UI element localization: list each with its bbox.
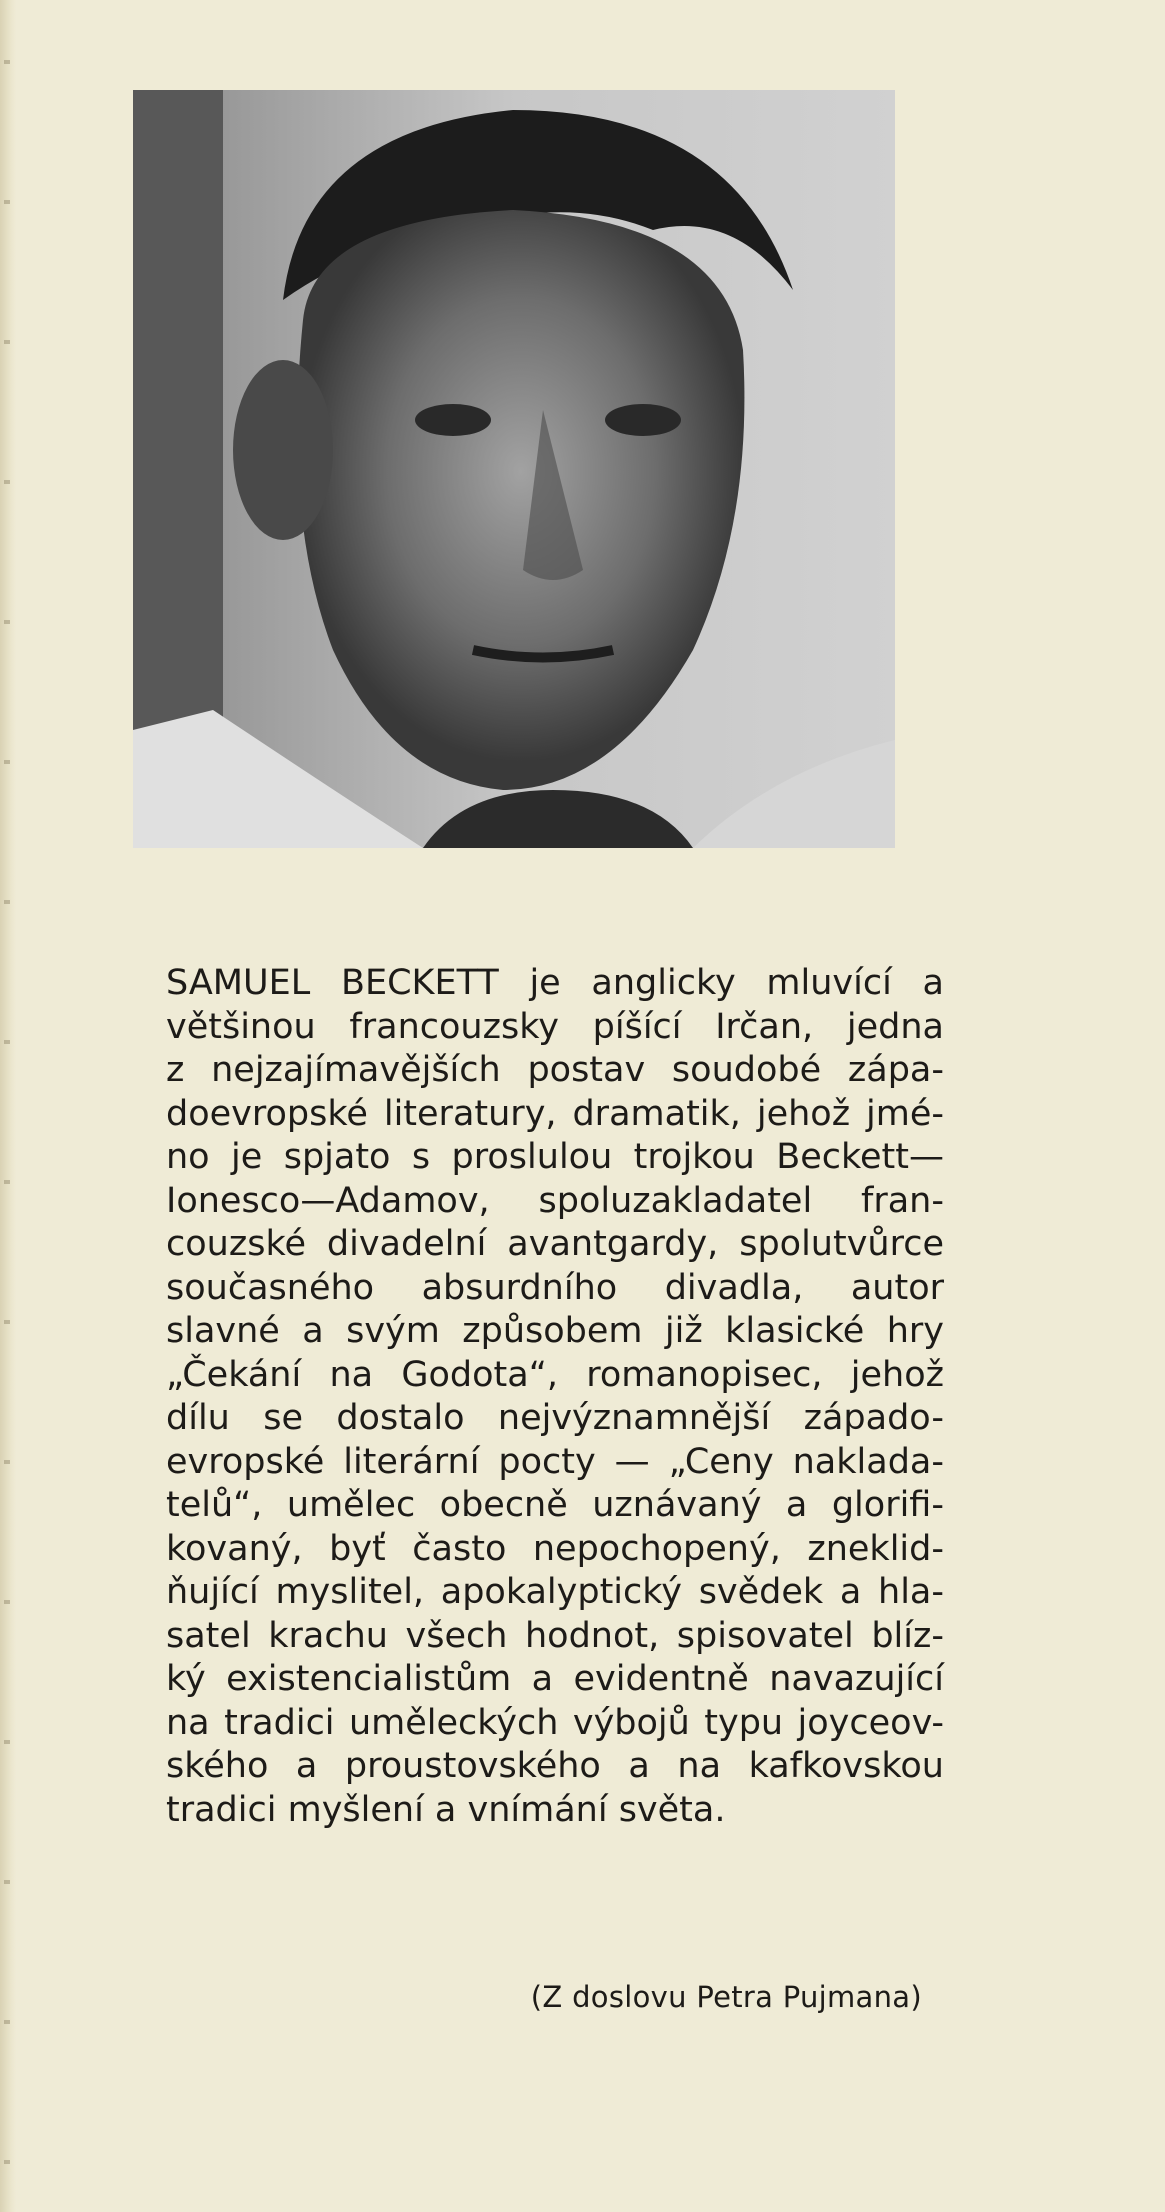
blurb-line: na tradici uměleckých výbojů typu joyceov- bbox=[166, 1702, 944, 1743]
blurb-line: slavné a svým způsobem již klasické hry bbox=[166, 1311, 944, 1351]
blurb-line: telů“, umělec obecně uznávaný a glorifi- bbox=[166, 1485, 944, 1525]
blurb-line: „Čekání na Godota“, romanopisec, jehož bbox=[166, 1354, 944, 1395]
blurb-line: kovaný, byť často nepochopený, zneklid- bbox=[166, 1528, 944, 1569]
blurb-line: většinou francouzsky píšící Irčan, jedna bbox=[166, 1006, 944, 1047]
blurb-line: dílu se dostalo nejvýznamnější západo- bbox=[166, 1398, 944, 1438]
blurb-line: Ionesco—Adamov, spoluzakladatel fran- bbox=[166, 1180, 944, 1221]
blurb-line: z nejzajímavějších postav soudobé zápa- bbox=[166, 1050, 944, 1090]
blurb-line: tradici myšlení a vnímání světa. bbox=[166, 1789, 726, 1830]
portrait-image bbox=[133, 90, 895, 848]
blurb-line: ského a proustovského a na kafkovskou bbox=[166, 1746, 944, 1786]
author-portrait bbox=[133, 90, 895, 848]
blurb-line: no je spjato s proslulou trojkou Beckett— bbox=[166, 1137, 944, 1177]
blurb-line: evropské literární pocty — „Ceny naklada- bbox=[166, 1441, 944, 1482]
blurb-line: satel krachu všech hodnot, spisovatel blíz- bbox=[166, 1615, 944, 1656]
blurb-line: SAMUEL BECKETT je anglicky mluvící a bbox=[166, 963, 944, 1003]
blurb-line: současného absurdního divadla, autor bbox=[166, 1267, 944, 1308]
blurb-line: ňující myslitel, apokalyptický svědek a hla- bbox=[166, 1572, 944, 1612]
blurb-line: ký existencialistům a evidentně navazující bbox=[166, 1659, 944, 1699]
blurb-line: doevropské literatury, dramatik, jehož jmé- bbox=[166, 1093, 944, 1134]
spine-marks bbox=[4, 0, 10, 2212]
source-attribution: (Z doslovu Petra Pujmana) bbox=[530, 1980, 922, 2014]
author-blurb bbox=[166, 962, 944, 1832]
blurb-line: couzské divadelní avantgardy, spolutvůrce bbox=[166, 1224, 944, 1264]
